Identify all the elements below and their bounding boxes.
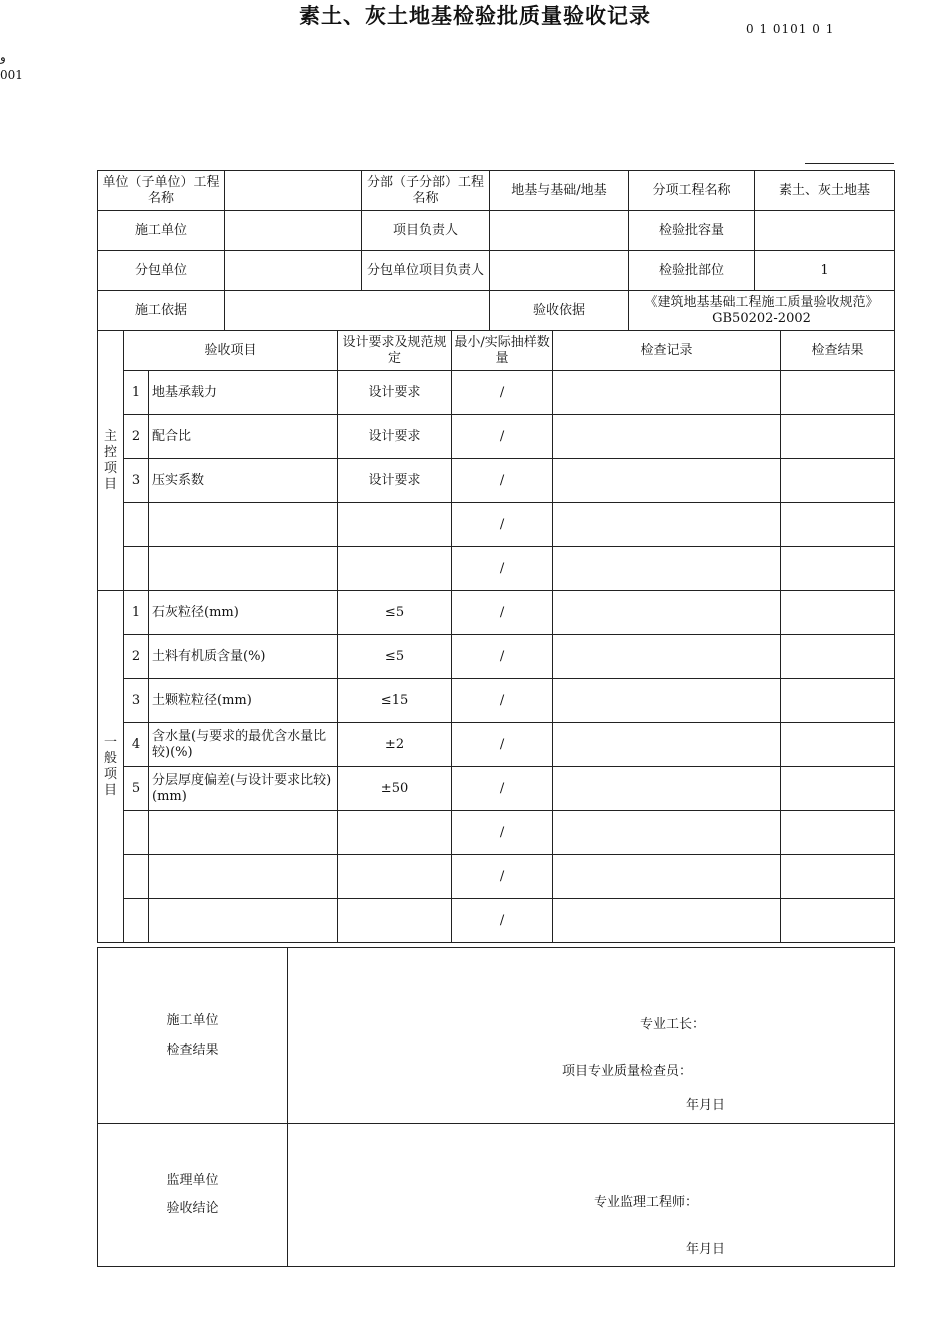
table-row — [98, 899, 895, 943]
col-sample: 最小/实际抽样数量 — [452, 331, 553, 371]
item-record[interactable] — [553, 899, 781, 943]
item-result[interactable] — [781, 811, 895, 855]
item-design: ≤15 — [338, 679, 452, 723]
header-table — [97, 170, 895, 331]
item-name: 地基承载力 — [149, 371, 338, 415]
item-sample[interactable]: / — [452, 679, 553, 723]
item-sample[interactable]: / — [452, 723, 553, 767]
table-row — [98, 547, 895, 591]
table-row — [98, 679, 895, 723]
item-design — [338, 547, 452, 591]
basis-label: 施工依据 — [98, 291, 225, 331]
table-row — [98, 459, 895, 503]
item-sample[interactable]: / — [452, 591, 553, 635]
item-record[interactable] — [553, 767, 781, 811]
item-design: 设计要求 — [338, 459, 452, 503]
item-record[interactable] — [553, 679, 781, 723]
subcontractor-label: 分包单位 — [98, 251, 225, 291]
item-no: 1 — [124, 591, 149, 635]
item-no: 3 — [124, 459, 149, 503]
sub-pm-value[interactable] — [490, 251, 629, 291]
item-result[interactable] — [781, 679, 895, 723]
table-row — [98, 767, 895, 811]
item-name: 含水量(与要求的最优含水量比较)(%) — [149, 723, 338, 767]
engineer-signature: 专业监理工程师： — [594, 1195, 699, 1210]
item-design — [338, 855, 452, 899]
contractor-check-label-1: 施工单位 — [166, 1012, 219, 1028]
item-sample[interactable]: / — [452, 855, 553, 899]
item-result[interactable] — [781, 547, 895, 591]
item-result[interactable] — [781, 635, 895, 679]
item-no: 3 — [124, 679, 149, 723]
table-row — [98, 591, 895, 635]
item-no: 2 — [124, 635, 149, 679]
item-name: 分层厚度偏差(与设计要求比较)(mm) — [149, 767, 338, 811]
item-name: 压实系数 — [149, 459, 338, 503]
item-design: ±2 — [338, 723, 452, 767]
item-sample[interactable]: / — [452, 503, 553, 547]
item-sample[interactable]: / — [452, 371, 553, 415]
item-name — [149, 503, 338, 547]
division-value[interactable]: 地基与基础/地基 — [490, 171, 629, 211]
item-design: 设计要求 — [338, 415, 452, 459]
item-no — [124, 503, 149, 547]
table-row — [98, 855, 895, 899]
subcontractor-value[interactable] — [225, 251, 362, 291]
item-name — [149, 811, 338, 855]
item-design: 设计要求 — [338, 371, 452, 415]
contractor-date: 年月日 — [686, 1098, 726, 1113]
table-row — [98, 415, 895, 459]
item-record[interactable] — [553, 723, 781, 767]
item-record[interactable] — [553, 811, 781, 855]
item-name: 石灰粒径(mm) — [149, 591, 338, 635]
supervisor-check-label — [98, 1124, 288, 1267]
subitem-label: 分项工程名称 — [629, 171, 755, 211]
item-design — [338, 811, 452, 855]
item-no — [124, 547, 149, 591]
pm-value[interactable] — [490, 211, 629, 251]
item-name: 土料有机质含量(%) — [149, 635, 338, 679]
pm-label: 项目负责人 — [362, 211, 490, 251]
item-record[interactable] — [553, 459, 781, 503]
item-sample[interactable]: / — [452, 635, 553, 679]
item-result[interactable] — [781, 591, 895, 635]
item-result[interactable] — [781, 855, 895, 899]
general-label: 一般项目 — [98, 591, 124, 943]
form-code: 0 1 0101 0 1 — [746, 22, 835, 36]
col-item: 验收项目 — [124, 331, 338, 371]
item-record[interactable] — [553, 547, 781, 591]
main-control-label: 主控项目 — [98, 331, 124, 591]
supervisor-check-label-1: 监理单位 — [166, 1173, 219, 1188]
accept-basis-label: 验收依据 — [490, 291, 629, 331]
item-no: 5 — [124, 767, 149, 811]
item-sample[interactable]: / — [452, 459, 553, 503]
signature-table — [97, 947, 895, 1267]
unit-value[interactable] — [225, 171, 362, 211]
item-sample[interactable]: / — [452, 811, 553, 855]
item-sample[interactable]: / — [452, 899, 553, 943]
col-result: 检查结果 — [781, 331, 895, 371]
accept-basis-value: 《建筑地基基础工程施工质量验收规范》GB50202-2002 — [629, 291, 895, 331]
location-label: 检验批部位 — [629, 251, 755, 291]
item-no — [124, 811, 149, 855]
item-record[interactable] — [553, 415, 781, 459]
item-name — [149, 547, 338, 591]
item-sample[interactable]: / — [452, 547, 553, 591]
item-record[interactable] — [553, 371, 781, 415]
item-design — [338, 899, 452, 943]
sub-pm-label: 分包单位项目负责人 — [362, 251, 490, 291]
table-row — [98, 371, 895, 415]
item-name: 配合比 — [149, 415, 338, 459]
contractor-check-label — [98, 948, 288, 1124]
contractor-check-label-2: 检查结果 — [166, 1042, 219, 1058]
subitem-value[interactable]: 素土、灰土地基 — [755, 171, 895, 211]
page-title: 素土、灰土地基检验批质量验收记录 — [299, 4, 651, 28]
unit-label: 单位（子单位）工程名称 — [98, 171, 225, 211]
item-result[interactable] — [781, 371, 895, 415]
capacity-label: 检验批容量 — [629, 211, 755, 251]
contractor-check-area[interactable] — [288, 948, 895, 1124]
basis-value[interactable] — [225, 291, 490, 331]
item-record[interactable] — [553, 591, 781, 635]
inspector-signature: 项目专业质量检查员： — [562, 1064, 693, 1079]
item-record[interactable] — [553, 635, 781, 679]
item-no — [124, 899, 149, 943]
item-design: ≤5 — [338, 635, 452, 679]
item-design — [338, 503, 452, 547]
supervisor-check-label-2: 验收结论 — [166, 1201, 219, 1216]
item-no: 4 — [124, 723, 149, 767]
table-row — [98, 503, 895, 547]
item-design: ±50 — [338, 767, 452, 811]
contractor-value[interactable] — [225, 211, 362, 251]
col-record: 检查记录 — [553, 331, 781, 371]
item-result[interactable] — [781, 899, 895, 943]
item-result[interactable] — [781, 415, 895, 459]
division-label: 分部（子分部）工程名称 — [362, 171, 490, 211]
item-design: ≤5 — [338, 591, 452, 635]
item-no: 1 — [124, 371, 149, 415]
item-no: 2 — [124, 415, 149, 459]
side-mark: و — [0, 50, 6, 64]
item-result[interactable] — [781, 459, 895, 503]
item-no — [124, 855, 149, 899]
item-record[interactable] — [553, 503, 781, 547]
item-sample[interactable]: / — [452, 767, 553, 811]
contractor-label: 施工单位 — [98, 211, 225, 251]
item-result[interactable] — [781, 723, 895, 767]
table-row — [98, 635, 895, 679]
item-name — [149, 899, 338, 943]
table-row — [98, 723, 895, 767]
items-table — [97, 330, 895, 943]
item-name: 土颗粒粒径(mm) — [149, 679, 338, 723]
foreman-signature: 专业工长： — [640, 1017, 706, 1032]
side-number: 001 — [0, 68, 23, 82]
table-row — [98, 811, 895, 855]
item-record[interactable] — [553, 855, 781, 899]
capacity-value[interactable] — [755, 211, 895, 251]
item-result[interactable] — [781, 767, 895, 811]
supervisor-date: 年月日 — [686, 1242, 726, 1257]
location-value[interactable]: 1 — [755, 251, 895, 291]
supervisor-check-area[interactable] — [288, 1124, 895, 1267]
item-result[interactable] — [781, 503, 895, 547]
item-name — [149, 855, 338, 899]
top-rule — [805, 163, 894, 164]
item-sample[interactable]: / — [452, 415, 553, 459]
col-design: 设计要求及规范规定 — [338, 331, 452, 371]
